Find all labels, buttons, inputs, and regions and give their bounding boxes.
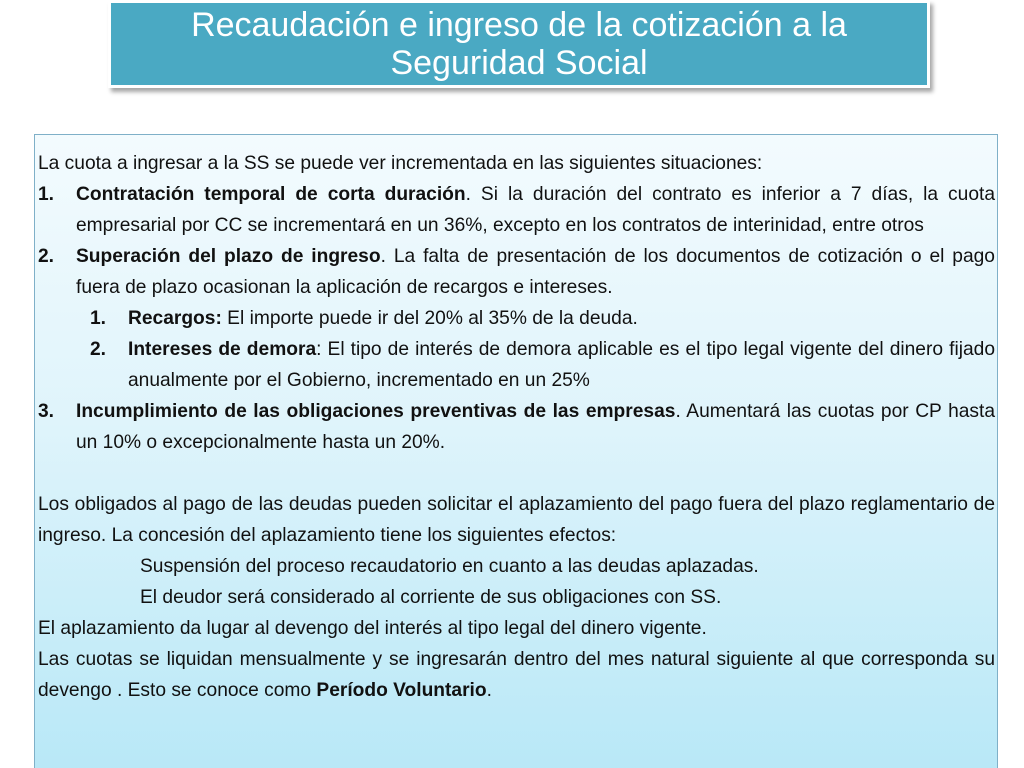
paragraph-spacer: [38, 458, 995, 489]
slide-title-box: [108, 0, 930, 88]
list-item-3-body: . Aumentará las cuotas por CP hasta un 10% o excepcionalmente hasta un 20%.: [76, 401, 996, 453]
list-item-1-number: 1.: [38, 184, 55, 205]
list-item-2-text: [76, 241, 995, 303]
sub-list-item-2: [38, 334, 995, 396]
sub-list-item-2-bold: Intereses de demora: [128, 339, 317, 360]
sub-list-item-2-body: : El tipo de interés de demora aplicable es el tipo legal vigente del dinero fijado anualmente por el Gobierno, incrementado en un 25%: [128, 339, 995, 391]
periodo-voluntario-term: Período Voluntario: [316, 680, 487, 701]
list-item-2-number: 2.: [38, 246, 55, 267]
slide-title-line2: Seguridad Social: [390, 44, 648, 82]
aplazamiento-paragraph: Los obligados al pago de las deudas pueden solicitar el aplazamiento del pago fuera del plazo reglamentario de ingreso. La concesión del aplazamiento tiene los siguientes efectos:: [38, 494, 995, 546]
intro-paragraph: La cuota a ingresar a la SS se puede ver incrementada en las siguientes situaciones:: [38, 153, 763, 174]
list-item-1-body: . Si la duración del contrato es inferior a 7 días, la cuota empresarial por CC se incrementará en un 36%, excepto en los contratos de interinidad, entre otros: [76, 184, 995, 236]
slide-title-line1: Recaudación e ingreso de la cotización a la: [191, 6, 847, 44]
sub-list-item-1-text: [128, 303, 995, 334]
efecto-1-line: Suspensión del proceso recaudatorio en cuanto a las deudas aplazadas.: [140, 556, 759, 577]
list-item-2-body: . La falta de presentación de los documentos de cotización o el pago fuera de plazo ocasionan la aplicación de recargos e intereses.: [76, 246, 995, 298]
sub-list-item-1: [38, 303, 995, 334]
efecto-2-line: El deudor será considerado al corriente de sus obligaciones con SS.: [140, 587, 722, 608]
sub-list-item-1-body: El importe puede ir del 20% al 35% de la deuda.: [221, 308, 638, 329]
content-box: [34, 134, 998, 768]
list-item-1-text: [76, 179, 995, 241]
list-item-3-number: 3.: [38, 401, 55, 422]
cuotas-text: Las cuotas se liquidan mensualmente y se ingresarán dentro del mes natural siguiente al que corresponda su devengo . Esto se conoce como: [38, 649, 995, 701]
cuotas-end: .: [486, 680, 492, 701]
list-item-1: [38, 179, 995, 241]
sub-list-item-2-number: 2.: [90, 339, 107, 360]
list-item-3-text: [76, 396, 995, 458]
slide-title: [111, 6, 927, 82]
list-item-2-bold: Superación del plazo de ingreso: [76, 246, 381, 267]
sub-list-item-2-text: [128, 334, 995, 396]
devengo-paragraph: El aplazamiento da lugar al devengo del interés al tipo legal del dinero vigente.: [38, 618, 707, 639]
list-item-1-bold: Contratación temporal de corta duración: [76, 184, 466, 205]
list-item-3: [38, 396, 995, 458]
sub-list-item-1-number: 1.: [90, 308, 107, 329]
list-item-2: [38, 241, 995, 303]
cuotas-paragraph: [38, 644, 995, 706]
list-item-3-bold: Incumplimiento de las obligaciones preventivas de las empresas: [76, 401, 676, 422]
sub-list-item-1-bold: Recargos:: [128, 308, 222, 329]
